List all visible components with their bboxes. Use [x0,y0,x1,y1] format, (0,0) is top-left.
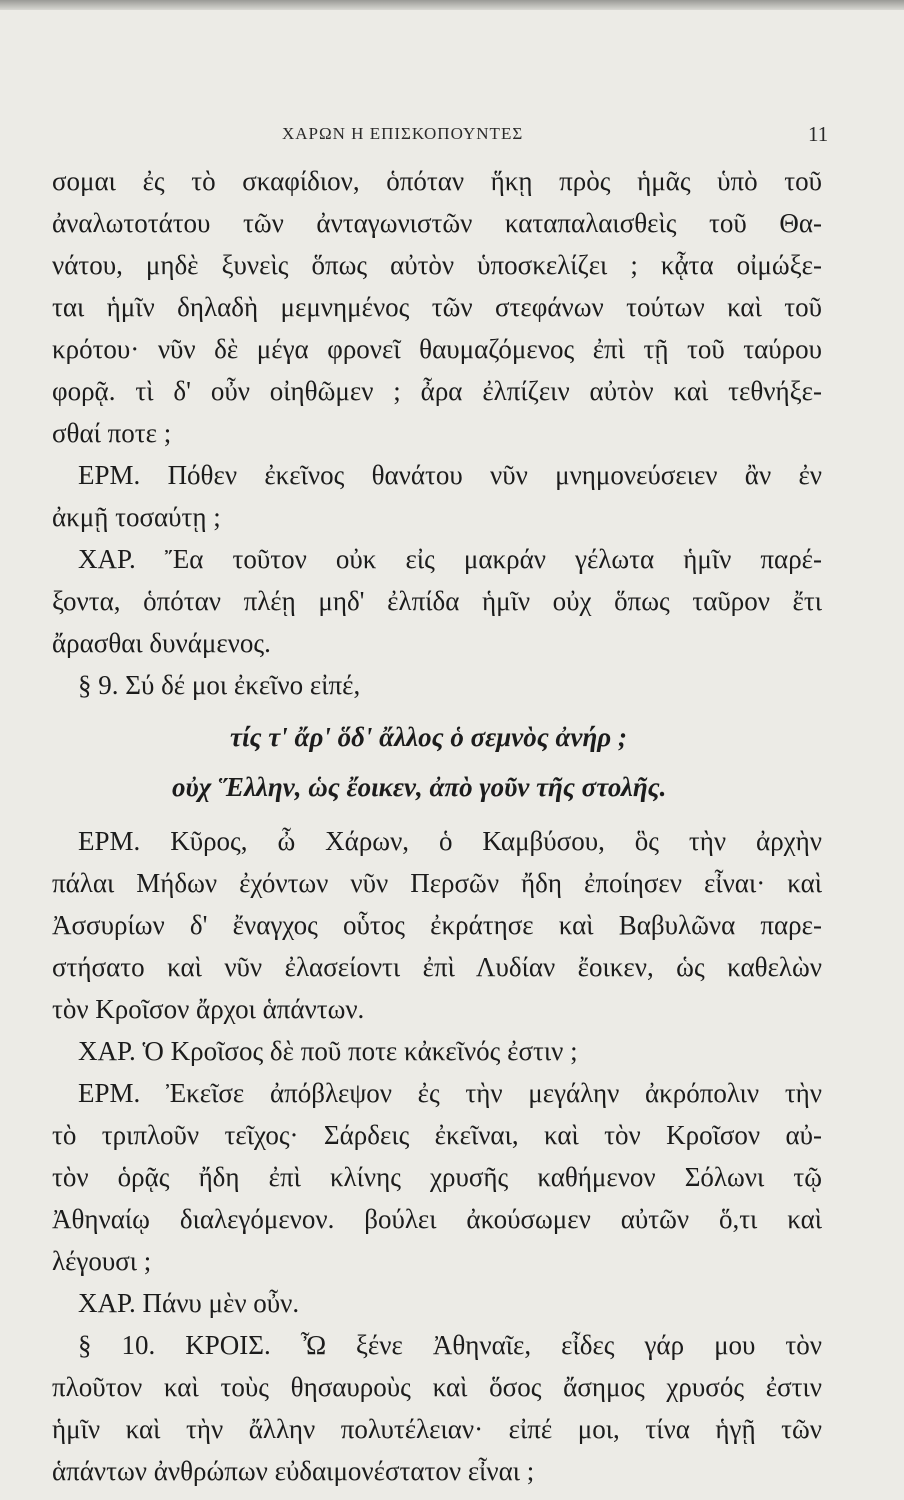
text-line: ἀκμῇ τοσαύτῃ ; [52,502,221,532]
text-line: τὸ τριπλοῦν τεῖχος· Σάρδεις ἐκεῖναι, καὶ τὸν Κροῖσον αὐ- [52,1120,822,1150]
text-line: σθαί ποτε ; [52,418,172,448]
text-line: νάτου, μηδὲ ξυνεὶς ὅπως αὐτὸν ὑποσκελίζει ; κᾆτα οἰμώξε- [52,250,822,280]
verse-quotation [52,712,822,812]
text-line: ΕΡΜ. Πόθεν ἐκεῖνος θανάτου νῦν μνημονεύσειεν ἂν ἐν [78,460,822,490]
section-10-start: § 10. ΚΡΟΙΣ. Ὦ ξένε Ἀθηναῖε, εἶδες γάρ μου τὸν [78,1330,822,1360]
text-line: ΧΑΡ. Ἔα τοῦτον οὐκ εἰς μακράν γέλωτα ἡμῖν παρέ- [78,544,822,574]
text-line: ΧΑΡ. Ὁ Κροῖσος δὲ ποῦ ποτε κἀκεῖνός ἐστιν ; [78,1036,578,1066]
text-line: φορᾷ. τὶ δ' οὖν οἰηθῶμεν ; ἆρα ἐλπίζειν αὐτὸν καὶ τεθνήξε- [52,376,822,406]
section-9-intro: § 9. Σύ δέ μοι ἐκεῖνο εἰπέ, [78,670,361,700]
text-line: ΕΡΜ. Κῦρος, ὦ Χάρων, ὁ Καμβύσου, ὃς τὴν ἀρχὴν [78,826,822,856]
text-line: τὸν Κροῖσον ἄρχοι ἁπάντων. [52,994,365,1024]
text-line: πλοῦτον καὶ τοὺς θησαυροὺς καὶ ὅσος ἄσημος χρυσός ἐστιν [52,1372,822,1402]
text-line: στήσατο καὶ νῦν ἐλασείοντι ἐπὶ Λυδίαν ἔοικεν, ὡς καθελὼν [52,952,822,982]
text-line: πάλαι Μήδων ἐχόντων νῦν Περσῶν ἤδη ἐποίησεν εἶναι· καὶ [52,868,822,898]
text-line: σομαι ἐς τὸ σκαφίδιον, ὁπόταν ἥκῃ πρὸς ἡμᾶς ὑπὸ τοῦ [52,166,822,196]
text-line: ἡμῖν καὶ τὴν ἄλλην πολυτέλειαν· εἰπέ μοι, τίνα ἡγῇ τῶν [52,1414,822,1444]
text-line: κρότου· νῦν δὲ μέγα φρονεῖ θαυμαζόμενος ἐπὶ τῇ τοῦ ταύρου [52,334,822,364]
text-line: τὸν ὁρᾷς ἤδη ἐπὶ κλίνης χρυσῆς καθήμενον Σόλωνι τῷ [52,1162,822,1192]
verse-line: οὐχ Ἕλλην, ὡς ἔοικεν, ἀπὸ γοῦν τῆς στολῆς. [172,772,667,802]
text-line: ται ἡμῖν δηλαδὴ μεμνημένος τῶν στεφάνων τούτων καὶ τοῦ [52,292,822,322]
page-number: 11 [808,122,829,146]
text-line: ΧΑΡ. Πάνυ μὲν οὖν. [78,1288,300,1318]
text-line: λέγουσι ; [52,1246,152,1276]
text-line: ἄρασθαι δυνάμενος. [52,628,271,658]
text-line: ἁπάντων ἀνθρώπων εὐδαιμονέστατον εἶναι ; [52,1456,535,1486]
running-head: ΧΑΡΩΝ Η ΕΠΙΣΚΟΠΟΥΝΤΕΣ [282,124,524,143]
verse-line: τίς τ' ἄρ' ὅδ' ἄλλος ὁ σεμνὸς ἀνήρ ; [230,722,627,752]
text-line: ΕΡΜ. Ἐκεῖσε ἀπόβλεψον ἐς τὴν μεγάλην ἀκρόπολιν τὴν [78,1078,822,1108]
text-line: Ἀθηναίῳ διαλεγόμενον. βούλει ἀκούσωμεν αὐτῶν ὅ,τι καὶ [52,1204,822,1234]
main-text [52,160,822,1492]
text-line: ἀναλωτοτάτου τῶν ἀνταγωνιστῶν καταπαλαισθεὶς τοῦ Θα- [52,208,822,238]
text-line: ξοντα, ὁπόταν πλέῃ μηδ' ἐλπίδα ἡμῖν οὐχ ὅπως ταῦρον ἔτι [52,586,822,616]
text-line: Ἀσσυρίων δ' ἔναγχος οὗτος ἐκράτησε καὶ Βαβυλῶνα παρε- [52,910,822,940]
